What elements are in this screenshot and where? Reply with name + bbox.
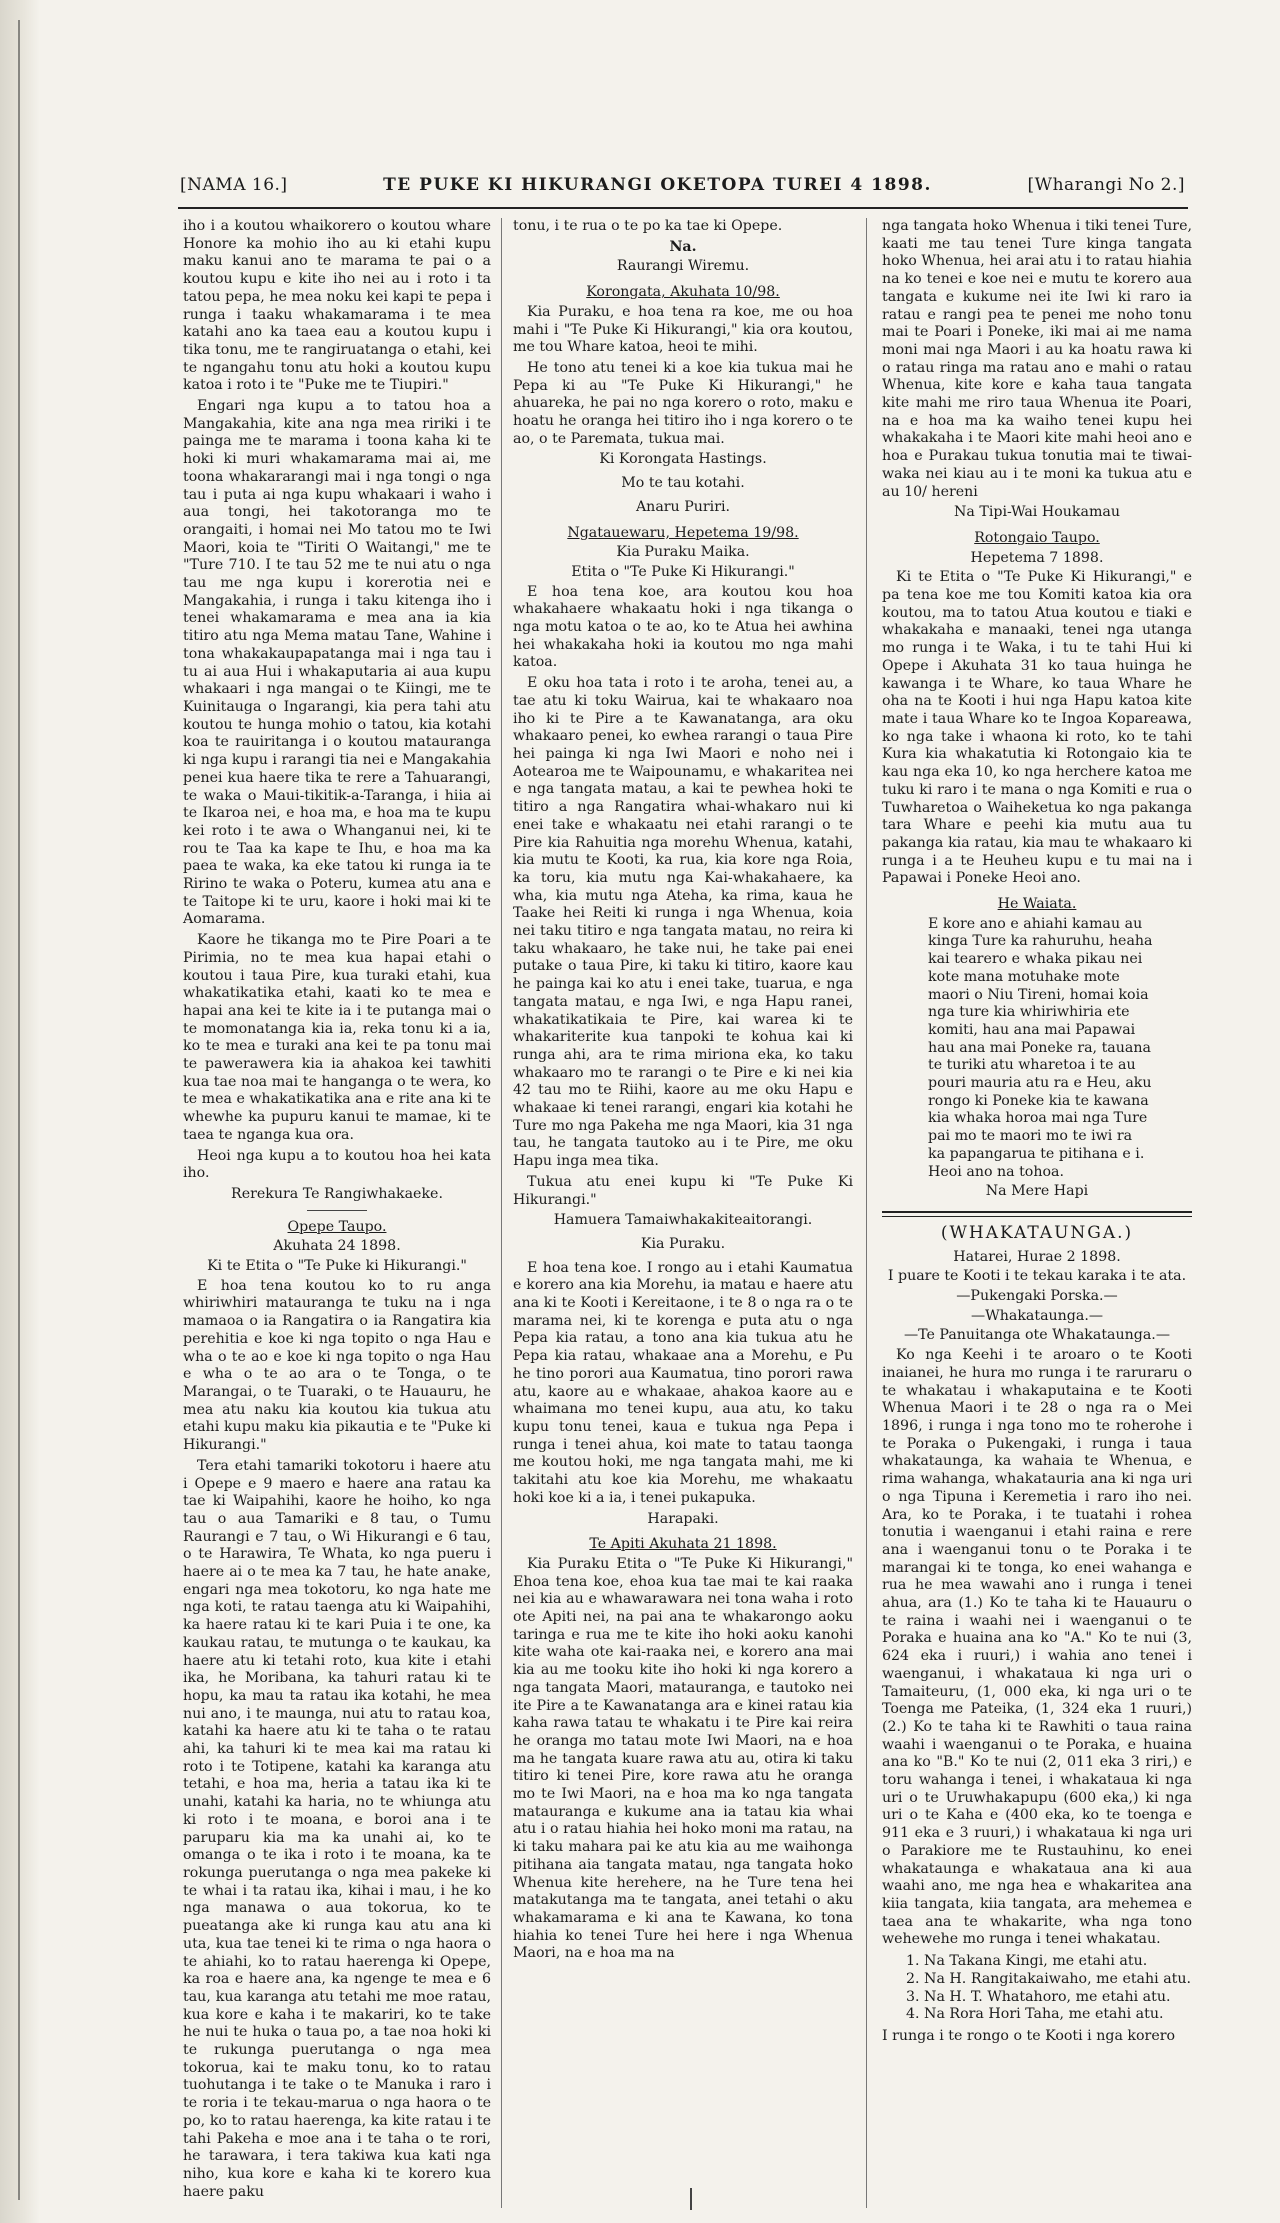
letter-paragraph: Ki te Etita o "Te Puke Ki Hikurangi," e pa tena koe me tou Komiti katoa kia ora koutou, ma to tatou Atua koutou e tiaki e whakakaha e manaaki, tenei nga utanga mo runga i te Waka, i tu te tahi Hui ki Opepe i Akuhata 31 ko taua huinga he kawanga i te Whare, ko taua Whare he oha na te Kooti i hui nga Hapu katoa kite mate i taua Whare ko te Ingoa Kopareawa, ko nga take i whaona ki roto, ko te tahi Kura kia whakatutia ki Rotongaio kia te kau nga eka 10, ko nga herchere katoa me tuku ki raro i te mana o nga Komiti e rua o Tuwharetoa o Waiheketua ko nga pakanga tara Whare e peehi kia mutu aua tu pakanga kia ratau, kia mau te whakaaro ki runga i a te Heuheu kupu e tu mai na i Papawai i Poneke Heoi ano. [882, 569, 1192, 887]
poem-line: maori o Niu Tireni, homai koia [928, 986, 1149, 1003]
notice-subheading: —Whakataunga.— [970, 1307, 1104, 1324]
masthead [180, 175, 1185, 205]
poem [882, 916, 1192, 1182]
letter-paragraph: Kia Puraku, e hoa tena ra koe, me ou hoa mahi i "Te Puke Ki Hikurangi," kia ora koutou, me tou Whare katoa, heoi te mihi. [513, 303, 853, 356]
poem-line: hau ana mai Poneke ra, tauana [928, 1039, 1151, 1056]
letter-signature: Anaru Puriri. [635, 498, 731, 515]
page-number: [Wharangi No 2.] [1027, 175, 1185, 195]
poem-line: komiti, hau ana mai Papawai [928, 1021, 1136, 1038]
letter-paragraph: E hoa tena koe, ara koutou kou hoa whakahaere whakaatu hoki i nga tikanga o nga motu katoa o te ao, ko te Atua hei awhina hei whakakaha hoki ia koutou mo nga mahi katoa. [513, 583, 853, 671]
letter-date: Akuhata 24 1898. [273, 1238, 401, 1255]
poem-line: nga ture kia whiriwhiria ete [928, 1004, 1130, 1021]
poem-line: rongo ki Poneke kia te kawana [928, 1092, 1149, 1109]
letter-paragraph: Kaore he tikanga mo te Pire Poari a te Pirimia, no te mea kua hapai etahi o koutou i taua Pire, kua turaki etahi, kua whakatikatika etahi, kaati ko te mea e hapai ana kei te kite ia i te putanga mai o te momonatanga kia ia, reka tonu ki a ia, ko te mea e turaki ana kei te pa tonu mai te pawerawera kia ia ahakoa kei tawhiti kua tae noa mai te hanganga o te wera, ko te mea e whakatikatika ana e rite ana ki te whewhe ka pupuru kanui te mamae, ki te taea te nganga kua ora. [183, 932, 491, 1143]
letter-signature: Hamuera Tamaiwhakakiteaitorangi. [553, 1212, 813, 1229]
letter-heading: Rotongaio Taupo. [974, 529, 1100, 546]
poem-signature: Na Mere Hapi [985, 1183, 1089, 1200]
poem-line: kai tearero e whaka pikau nei [928, 951, 1143, 968]
notice-date: Hatarei, Hurae 2 1898. [953, 1248, 1121, 1265]
letter-date: Hepetema 7 1898. [970, 549, 1104, 566]
letter-heading: Te Apiti Akuhata 21 1898. [589, 1536, 777, 1553]
poem-line: ka papangarua te pitihana e i. [928, 1145, 1145, 1162]
letter-paragraph: E hoa tena koutou ko to ru anga whiriwhiri matauranga te tuku na i nga mamaoa o ia Rangatira o ia Rangatira kia perehitia e koe ki nga topito o nga Hau e wha o te ao e koe ki nga topito o nga Hau e wha o te ao ara o te Tonga, o te Marangai, o te Tuaraki, o te Hauauru, he mea atu naku kia koutou kia tukua atu etahi kupu maku kia pikautia e te "Puke ki Hikurangi." [183, 1277, 491, 1454]
letter-signature: Rerekura Te Rangiwhakaeke. [231, 1185, 443, 1202]
letter-heading: Korongata, Akuhata 10/98. [586, 284, 780, 301]
poem-line: te turiki atu wharetoa i te au [928, 1057, 1136, 1074]
letter-paragraph: Engari nga kupu a to tatou hoa a Mangakahia, kite ana nga mea ririki i te painga me te marama i toona kaha ki te hoki ki muri whakamarama mai ai, me toona whakararangi mai i nga tongi o nga tau i puta ai nga kupu whakaari i waho i aua tongi, hei takotoranga mo te orangaiti, i homai nei Mo tatou mo te Iwi Maori, koia te "Tiriti O Waitangi," me te "Ture 710. I te tau 52 me te nui atu o nga tau me nga kupu i korerotia nei e Mangakahia, i runga i taku kitenga iho i tenei whakamarama e mea ana ia kia titiro atu nga Mema matau Tane, Wahine i tona whakakaupapatanga mai i nga tau i tu ai aua Hui i whakaputaria ai aua kupu whakaari i nga mangai o te Kiingi, me te Kuinitauga o Ingarangi, kia pera tahi atu koutou te hunga mohio o tatou, kia kotahi koa te rauiritanga i o koutou matauranga ki nga kupu i rarangi tia nei e Mangakahia penei kua haere tika te rere a Tahuarangi, te waka o Maui-tikitik-a-Taranga, i hiia ai te Ikaroa nei, e hoa ma, e hoa ma te kupu kei roto i te awa o Whanganui nei, ki te rou te Taa ka kape te Ihu, e hoa ma ka paea te waka, ka eke tatou ki runga ia te Ririno te waka o Poteru, kumea atu ana e te Taitope ki te uru, kaore i hoki mai ki te Aomarama. [183, 398, 491, 928]
letter-signoff: Na. [669, 238, 697, 255]
section-rule [882, 1211, 1192, 1213]
letter-paragraph: tonu, i te rua o te po ka tae ki Opepe. [513, 218, 783, 234]
poem-line: kia whaka horoa mai nga Ture [928, 1110, 1148, 1127]
column-divider [866, 218, 867, 2208]
letter-signature: Na Tipi-Wai Houkamau [953, 504, 1121, 521]
letter-salutation: Ki te Etita o "Te Puke ki Hikurangi." [207, 1258, 467, 1275]
poem-line: pouri mauria atu ra e Heu, aku [928, 1075, 1152, 1092]
masthead-rule [178, 207, 1188, 209]
list-item: 3. Na H. T. Whatahoro, me etahi atu. [906, 1988, 1171, 2005]
poem-line: Heoi ano na tohoa. [928, 1163, 1065, 1180]
letter-salutation: Etita o "Te Puke Ki Hikurangi." [571, 563, 795, 580]
list-item: 2. Na H. Rangitakaiwaho, me etahi atu. [906, 1970, 1192, 1987]
page-mark [690, 2188, 692, 2210]
letter-paragraph: Kia Puraku Etita o "Te Puke Ki Hikurangi," Ehoa tena koe, ehoa kua tae mai te kai raaka nei kia au e whawarawara nei tona waha i roto ote Apiti nei, na pai ana te whakarongo aoku taringa e rua me te kite iho hoki aoku kanohi kite waha ote kai-raaka nei, e korero ana mai kia au me tooku kite iho hoki ki nga korero a nga tangata Maori, matauranga, e tautoko nei ite Pire a te Kawanatanga ara e kinei ratau kia kaha rawa tatau te whakatu i te Pire kai reira he oranga mo tatau mote Iwi Maori, na e hoa ma he tangata kuare rawa atu au, otira ki taku titiro ki tenei Pire, kore rawa atu he oranga mo te Iwi Maori, na e hoa ma ko nga tangata matauranga e kukume ana ia tatau kia whai atu i o ratau hiahia hei hoko moni ma ratau, na ki taku mahara pai ke atu kia au me waihonga pitihana aia tangata matau, nga tangata hoko Whenua kite herehere, na he Ture tena hei matakutanga ma te tangata, anei tetahi o aku whakamarama e ki ana te Kawana, ko tona hiahia ko tenei Ture hei here i nga Whenua Maori, na e hoa ma na [513, 1555, 853, 1962]
column-2 [513, 218, 853, 1966]
letter-paragraph: E oku hoa tata i roto i te aroha, tenei au, a tae atu ki toku Wairua, kai te whakaaro noa iho ki te Pire a te Kawanatanga, ara oku whakaaro penei, ko ewhea rarangi o taua Pire hei painga ki nga Iwi Maori e noho nei i Aotearoa me te Waipounamu, e whakaritea nei e nga tangata matau, a kai te pewhea hoki te titiro a nga Rangatira whai-whakaro nui ki enei take e whakaatu nei etahi rarangi o te Pire kia Rahuitia nga morehu Whenua, katahi, kia mutu te Kooti, ka rua, kia kore nga Roia, ka toru, kia mutu nga Kai-whakahaere, ka wha, kia mutu nga Ateha, ka rima, kaua he Taake hei Reiti ki runga i nga Whenua, koia nei taku titiro e nga tangata matau, no reira ki taku whakaaro, he take nui, he take pai enei putake o taua Pire, ki taku ki titiro, kaore kau he painga kai ko atu i enei take, tuarua, e nga tangata matau, e nga Iwi, e nga Hapu ranei, whakatikatikaia te Pire, kai warea ki te whakariterite kua tanpoki te kohua kai ki runga ahi, ara te rima miriona eka, ko taku whakaaro mo te rarangi o te Pire e ki nei kia 42 tau mo te Riihi, kaore au me oku Hapu e whakaae ki tenei rarangi, engari kia kotahi he Ture mo nga Pakeha me nga Maori, kia 31 nga tau, he tangata tautoko au i te Pire, me oku Hapu inga mea tika. [513, 675, 853, 1170]
poem-line: pai mo te maori mo te iwi ra [928, 1128, 1133, 1145]
poem-title: He Waiata. [997, 896, 1077, 913]
letter-paragraph: Tukua atu enei kupu ki "Te Puke Ki Hikurangi." [513, 1173, 853, 1208]
letter-signature: Ki Korongata Hastings. [599, 451, 767, 468]
letter-paragraph: He tono atu tenei ki a koe kia tukua mai he Pepa ki au "Te Puke Ki Hikurangi," he ahuareka, he pai no nga korero o roto, maku e hoatu he oranga hei titiro iho i nga korero o te ao, o te Paremata, tukua mai. [513, 359, 853, 447]
notice-subheading: I puare te Kooti i te tekau karaka i te ata. [887, 1268, 1187, 1285]
poem-line: E kore ano e ahiahi kamau au [928, 915, 1143, 932]
notice-paragraph: I runga i te rongo o te Kooti i nga korero [882, 2027, 1176, 2044]
newspaper-title: TE PUKE KI HIKURANGI OKETOPA TUREI 4 1898. [383, 175, 932, 195]
poem-line: kinga Ture ka rahuruhu, heaha [928, 933, 1153, 950]
letter-paragraph: Tera etahi tamariki tokotoru i haere atu i Opepe e 9 maero e haere ana ratau ka tae ki Waipahihi, kaore he hoiho, ko nga tau o aua Tamariki e 8 tau, o Tumu Raurangi e 7 tau, o Wi Hikurangi e 6 tau, o te Harawira, Te Whata, ko nga pueru i haere ai o te mea ka 7 tau, he hate anake, engari nga mea tokotoru, ko nga hate me nga koti, te ratau taenga atu ki Waipahihi, ka haere ratau ki te kari Puia i te one, ka kaukau ratau, te mutunga o te kaukau, ka haere atu ki tetahi roto, kua kite i etahi ika, he Moribana, ka tahuri ratau ki te hopu, ka mau ta ratau ika kotahi, he mea nui ano, i te maunga, nui atu to ratau koa, katahi ka haere atu ki te taha o te ratau ahi, ka tahuri ki te mea kai ma ratau ki roto i te Totipene, katahi ka karanga atu tetahi, e hoa ma, heria a tatau ika ki te unahi, katahi ka haria, no te whiunga atu ki roto i te moana, e boroi ana i te paruparu kia ma ka unahi ai, ko te omanga o te ika i roto i te moana, ka te rokunga puerutanga o nga mea pakeke ki te whai i ta ratau ika, kihai i mau, i he ko nga manawa o aua tokorua, ko te pueatanga ake ki runga kau atu ana ki uta, kua tae tenei ki te rima o nga haora o te ahiahi, ko to ratau haerenga ki Opepe, ka roa e haere ana, ka ngenge te mea e 6 tau, kua karanga atu tetahi me moe ratau, kua kore e kaha i te makariri, ko te take he nui te huka o taua po, a tae noa hoki ki te rukunga puerutanga o nga mea tokorua, kai te maku tonu, ko to ratau tuohutanga i te take o te Manuka i raro i te roria i te tekau-marua o nga haora o te po, ko to ratau haerenga, ka kite ratau i te tahi Pakeha e moe ana i te taha o te rori, he tarawara, i tera takiwa kua kati nga niho, kua kore e kaha ki te korero kua haere paku [183, 1457, 491, 2200]
claimants-list [882, 1953, 1192, 2024]
notice-subheading: —Te Panuitanga ote Whakataunga.— [903, 1327, 1171, 1344]
binding-margin [0, 0, 40, 2223]
section-heading: (WHAKATAUNGA.) [940, 1222, 1134, 1243]
letter-salutation: Kia Puraku. [640, 1235, 726, 1252]
letter-signature: Mo te tau kotahi. [621, 475, 745, 492]
letter-heading: Opepe Taupo. [287, 1218, 387, 1235]
letter-paragraph: E hoa tena koe. I rongo au i etahi Kaumatua e korero ana kia Morehu, ia matau e haere atu ana ki te Kooti i Kereitaone, i te 8 o nga ra o te marama nei, ki te korenga e puta atu o nga Pepa kia ratau, a tono ana kia tukua atu he Pepa kia ratau, whakaae ana a Morehu, e Pu he tino porori aua Kaumatua, tino porori rawa atu, kaore au e whakaae, ahakoa kaore au e whaimana mo tenei kupu, aua atu, ko taku kupu tonu tenei, kaua e tukua nga Pepa i runga i tenei ahua, koi mate to tatau taonga me koutou hoki, me nga tangata mahi, me ki takitahi atu koe kia Morehu, me whakaatu hoki koe ki a ia, i tenei pukapuka. [513, 1259, 853, 1506]
notice-subheading: —Pukengaki Porska.— [956, 1288, 1118, 1305]
letter-signature: Harapaki. [647, 1510, 719, 1527]
letter-paragraph: Heoi nga kupu a to koutou hoa hei kata iho. [183, 1147, 491, 1182]
issue-number: [NAMA 16.] [180, 175, 288, 195]
letter-signature: Raurangi Wiremu. [616, 258, 750, 275]
list-item: 1. Na Takana Kingi, me etahi atu. [906, 1953, 1148, 1970]
notice-paragraph: Ko nga Keehi i te aroaro o te Kooti inaianei, he hura mo runga i te raruraru o te whakatau i whakaputaina e te Kooti Whenua Maori i te 28 o nga ra o Mei 1896, i runga i nga tono mo te roherohe i te Poraka o Pukengaki, i runga i taua whakataunga, ka wahaia te Whenua, e rima wahanga, whakatauria ana ki nga uri o nga Tipuna i Keremetia i raro iho nei. Ara, ko te Poraka, i te tuatahi i rohea tonutia i waenganui i etahi raina e rere ana i waenganui tonu o te Poraka i te marangai ki te tonga, ko enei wahanga e rua he mea wawahi ano i runga i tenei ahua, ara (1.) Ko te taha ki te Hauauru o te raina i waahi nei i waenganui o te Poraka e huaina ana ko "A." Ko te nui (3, 624 eka i ruuri,) i wahia ano tenei i waenganui, i whakataua ki nga uri o Tamaiteuru, (1, 000 eka, ki nga uri o te Toenga me Pateika, (1, 324 eka 1 ruuri,) (2.) Ko te taha ki te Rawhiti o taua raina waahi i waenganui o te Poraka, e huaina ana ko "B." Ko te nui (2, 011 eka 3 riri,) e toru wahanga i tenei, i whakataua ki nga uri o te Uruwhakapupu (600 eka,) ki nga uri o te Kaha e (400 eka, ko te toenga e 911 eka e 3 ruuri,) i whakataua ki nga uri o Parakiore me te Rustauhinu, ko enei whakataunga e whakataua ana ki aua waahi ano, me nga hea e whakaritea ana kiia tangata, kiia tangata, ara mehemea e taea ana te whakarite, wha nga tono wehewehe mo runga i tenei whakatau. [882, 1347, 1192, 1948]
letter-heading: Ngatauewaru, Hepetema 19/98. [567, 524, 799, 541]
column-1 [183, 218, 491, 2204]
poem-line: kote mana motuhake mote [928, 968, 1120, 985]
column-divider [501, 218, 502, 2208]
letter-paragraph: nga tangata hoko Whenua i tiki tenei Ture, kaati me tau tenei Ture kinga tangata hoko Whenua, hei arai atu i to ratau hiahia na ko tenei e koe nei e mutu te korero aua tangata e kukume nei ite Iwi ki raro ia ratau e rangi pea te penei me noho tonu mai te Poari i Poneke, iki mai ai me nama moni mai nga Maori i au ka hoatu rawa ki o ratau ringa ma ratau ano e mahi o ratau Whenua, kite kore e kaha taua tangata kite mahi me riro taua Whenua ite Poari, na e hoa ma ka waiho tenei kupu hei whakakaha i te Maori kite mahi heoi ano e hoa e Purakau tukua tonutia mai te tiwai-waka nei kiau au i te moni ka tukua atu e au 10/ hereni [882, 218, 1192, 500]
list-item: 4. Na Rora Hori Taha, me etahi atu. [906, 2006, 1164, 2023]
column-3 [882, 218, 1192, 2049]
letter-salutation: Kia Puraku Maika. [616, 544, 750, 561]
letter-paragraph: iho i a koutou whaikorero o koutou whare Honore ka mohio iho au ki etahi kupu maku kanui ano te marama te pai o a koutou kupu e kite iho nei au i roto i ta tatou pepa, he mea noku kei kapi te pepa i runga i taaku whakamarama i te mea katahi ano ka taea eau a koutou kupu i tika tonu, me te rangiruatanga o etahi, kei te ngangahu tonu atu hoki a koutou kupu katoa i roto i te "Puke me te Tiupiri." [183, 218, 491, 394]
separator [307, 1210, 367, 1211]
section-rule [882, 1216, 1192, 1217]
